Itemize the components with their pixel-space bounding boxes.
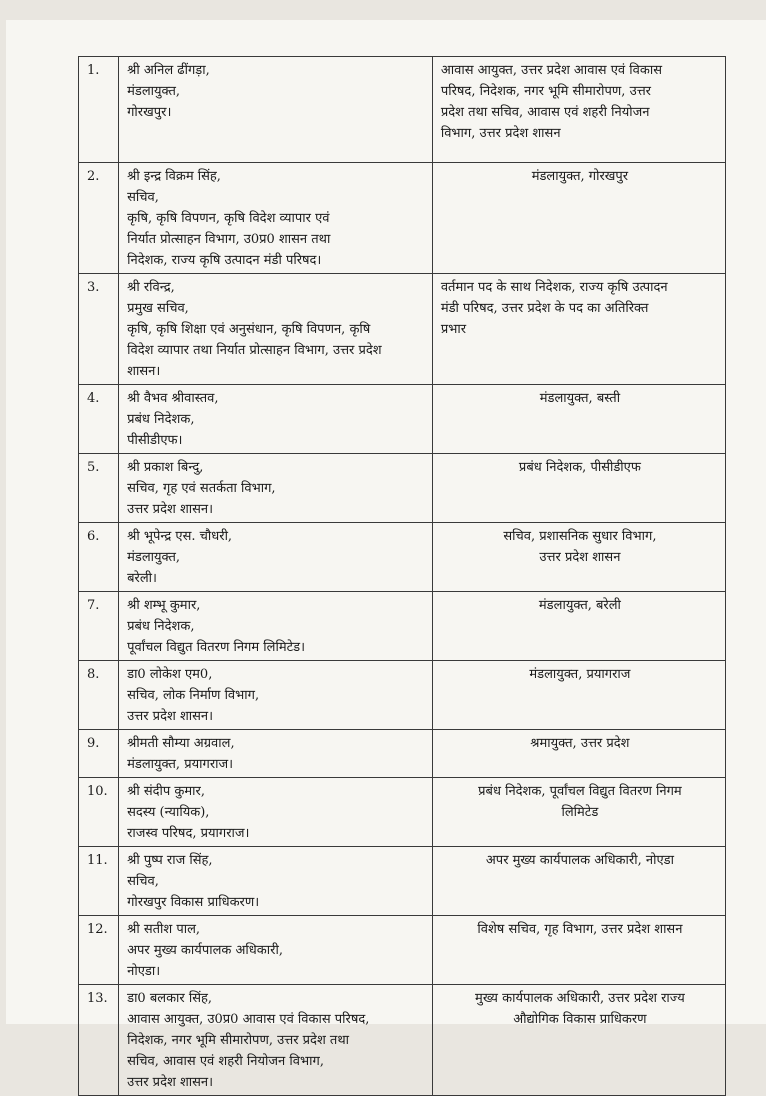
officer-line: श्रीमती सौम्या अग्रवाल, (127, 736, 235, 751)
posting-line: प्रबंध निदेशक, पूर्वांचल विद्युत वितरण निगम (478, 784, 682, 799)
officer-line: कृषि, कृषि विपणन, कृषि विदेश व्यापार एवं (127, 211, 330, 226)
officer-line: उत्तर प्रदेश शासन। (127, 709, 214, 724)
posting-line: विशेष सचिव, गृह विभाग, उत्तर प्रदेश शासन (477, 922, 683, 937)
officer-line: सचिव, आवास एवं शहरी नियोजन विभाग, (127, 1054, 324, 1069)
serial-number: 3. (79, 274, 119, 385)
posting-line: औद्योगिक विकास प्राधिकरण (513, 1012, 647, 1027)
transfer-table (78, 56, 726, 1096)
officer-line: नोएडा। (127, 964, 161, 979)
posting-line: परिषद, निदेशक, नगर भूमि सीमारोपण, उत्तर (440, 84, 651, 99)
officer-line: श्री रविन्द्र, (127, 280, 175, 295)
posting-line: विभाग, उत्तर प्रदेश शासन (440, 126, 561, 141)
new-posting (432, 274, 725, 385)
officer-current-post (119, 778, 433, 847)
officer-line: प्रबंध निदेशक, (127, 412, 195, 427)
officer-line: सदस्य (न्यायिक), (127, 805, 210, 820)
table-row (79, 847, 726, 916)
posting-line: आवास आयुक्त, उत्तर प्रदेश आवास एवं विकास (440, 63, 663, 78)
table-row (79, 454, 726, 523)
officer-line: श्री सतीश पाल, (127, 922, 201, 937)
officer-current-post (119, 57, 433, 163)
officer-current-post (119, 592, 433, 661)
new-posting (432, 454, 725, 523)
officer-current-post (119, 916, 433, 985)
officer-line: गोरखपुर विकास प्राधिकरण। (127, 895, 260, 910)
new-posting (432, 730, 725, 778)
posting-line: उत्तर प्रदेश शासन (539, 550, 621, 565)
officer-line: श्री प्रकाश बिन्दु, (127, 460, 204, 475)
posting-line: प्रबंध निदेशक, पीसीडीएफ (518, 460, 641, 475)
officer-line: मंडलायुक्त, (127, 84, 181, 99)
table-row (79, 57, 726, 163)
officer-line: आवास आयुक्त, उ0प्र0 आवास एवं विकास परिषद, (127, 1012, 370, 1027)
posting-line: वर्तमान पद के साथ निदेशक, राज्य कृषि उत्पादन (440, 280, 668, 295)
posting-line: श्रमायुक्त, उत्तर प्रदेश (530, 736, 630, 751)
posting-line: अपर मुख्य कार्यपालक अधिकारी, नोएडा (485, 853, 674, 868)
officer-current-post (119, 274, 433, 385)
new-posting (432, 163, 725, 274)
officer-current-post (119, 661, 433, 730)
officer-line: श्री इन्द्र विक्रम सिंह, (127, 169, 221, 184)
officer-current-post (119, 163, 433, 274)
document-page (6, 20, 766, 1090)
officer-line: निदेशक, नगर भूमि सीमारोपण, उत्तर प्रदेश तथा (127, 1033, 350, 1048)
table-row (79, 592, 726, 661)
serial-number: 11. (79, 847, 119, 916)
posting-line: मंडलायुक्त, प्रयागराज (529, 667, 631, 682)
table-row (79, 916, 726, 985)
officer-current-post (119, 454, 433, 523)
table-row (79, 778, 726, 847)
serial-number: 7. (79, 592, 119, 661)
new-posting (432, 385, 725, 454)
officer-line: अपर मुख्य कार्यपालक अधिकारी, (127, 943, 283, 958)
new-posting (432, 661, 725, 730)
officer-line: बरेली। (127, 571, 157, 586)
officer-line: सचिव, (127, 190, 159, 205)
posting-line: लिमिटेड (561, 805, 599, 820)
serial-number: 13. (79, 985, 119, 1096)
officer-current-post (119, 985, 433, 1096)
new-posting (432, 57, 725, 163)
officer-line: शासन। (127, 364, 161, 379)
serial-number: 1. (79, 57, 119, 163)
serial-number: 8. (79, 661, 119, 730)
officer-line: श्री पुष्प राज सिंह, (127, 853, 213, 868)
officer-line: उत्तर प्रदेश शासन। (127, 1075, 214, 1090)
officer-line: सचिव, (127, 874, 159, 889)
new-posting (432, 985, 725, 1096)
officer-line: मंडलायुक्त, प्रयागराज। (127, 757, 234, 772)
posting-line: मुख्य कार्यपालक अधिकारी, उत्तर प्रदेश राज्य (475, 991, 685, 1006)
serial-number: 9. (79, 730, 119, 778)
new-posting (432, 847, 725, 916)
officer-line: कृषि, कृषि शिक्षा एवं अनुसंधान, कृषि विपणन, कृषि (127, 322, 371, 337)
new-posting (432, 523, 725, 592)
table-row (79, 385, 726, 454)
officer-line: श्री शम्भू कुमार, (127, 598, 201, 613)
table-row (79, 985, 726, 1096)
posting-line: मंडी परिषद, उत्तर प्रदेश के पद का अतिरिक्त (440, 301, 649, 316)
officer-current-post (119, 385, 433, 454)
officer-line: राजस्व परिषद, प्रयागराज। (127, 826, 250, 841)
officer-line: निदेशक, राज्य कृषि उत्पादन मंडी परिषद। (127, 253, 322, 268)
officer-current-post (119, 847, 433, 916)
officer-line: डा0 बलकार सिंह, (127, 991, 213, 1006)
posting-line: मंडलायुक्त, बस्ती (539, 391, 621, 406)
serial-number: 5. (79, 454, 119, 523)
serial-number: 6. (79, 523, 119, 592)
new-posting (432, 592, 725, 661)
officer-line: निर्यात प्रोत्साहन विभाग, उ0प्र0 शासन तथा (127, 232, 331, 247)
officer-line: श्री अनिल ढींगड़ा, (127, 63, 210, 78)
table-row (79, 523, 726, 592)
new-posting (432, 916, 725, 985)
officer-current-post (119, 523, 433, 592)
posting-line: सचिव, प्रशासनिक सुधार विभाग, (503, 529, 657, 544)
officer-line: सचिव, गृह एवं सतर्कता विभाग, (127, 481, 276, 496)
serial-number: 10. (79, 778, 119, 847)
officer-line: गोरखपुर। (127, 105, 172, 120)
officer-line: श्री वैभव श्रीवास्तव, (127, 391, 219, 406)
new-posting (432, 778, 725, 847)
officer-line: श्री संदीप कुमार, (127, 784, 205, 799)
posting-line: प्रदेश तथा सचिव, आवास एवं शहरी नियोजन (440, 105, 650, 120)
table-row (79, 274, 726, 385)
table-row (79, 730, 726, 778)
serial-number: 12. (79, 916, 119, 985)
posting-line: प्रभार (440, 322, 467, 337)
table-row (79, 163, 726, 274)
officer-line: मंडलायुक्त, (127, 550, 181, 565)
officer-line: डा0 लोकेश एम0, (127, 667, 213, 682)
posting-line: मंडलायुक्त, बरेली (538, 598, 621, 613)
serial-number: 4. (79, 385, 119, 454)
posting-line: मंडलायुक्त, गोरखपुर (531, 169, 629, 184)
officer-line: प्रबंध निदेशक, (127, 619, 195, 634)
table-row (79, 661, 726, 730)
officer-line: प्रमुख सचिव, (127, 301, 189, 316)
officer-line: विदेश व्यापार तथा निर्यात प्रोत्साहन विभाग, उत्तर प्रदेश (127, 343, 382, 358)
officer-line: पीसीडीएफ। (127, 433, 183, 448)
serial-number: 2. (79, 163, 119, 274)
officer-current-post (119, 730, 433, 778)
officer-line: श्री भूपेन्द्र एस. चौधरी, (127, 529, 233, 544)
transfer-table-body (79, 57, 726, 1096)
officer-line: सचिव, लोक निर्माण विभाग, (127, 688, 260, 703)
officer-line: उत्तर प्रदेश शासन। (127, 502, 214, 517)
officer-line: पूर्वांचल विद्युत वितरण निगम लिमिटेड। (127, 640, 306, 655)
